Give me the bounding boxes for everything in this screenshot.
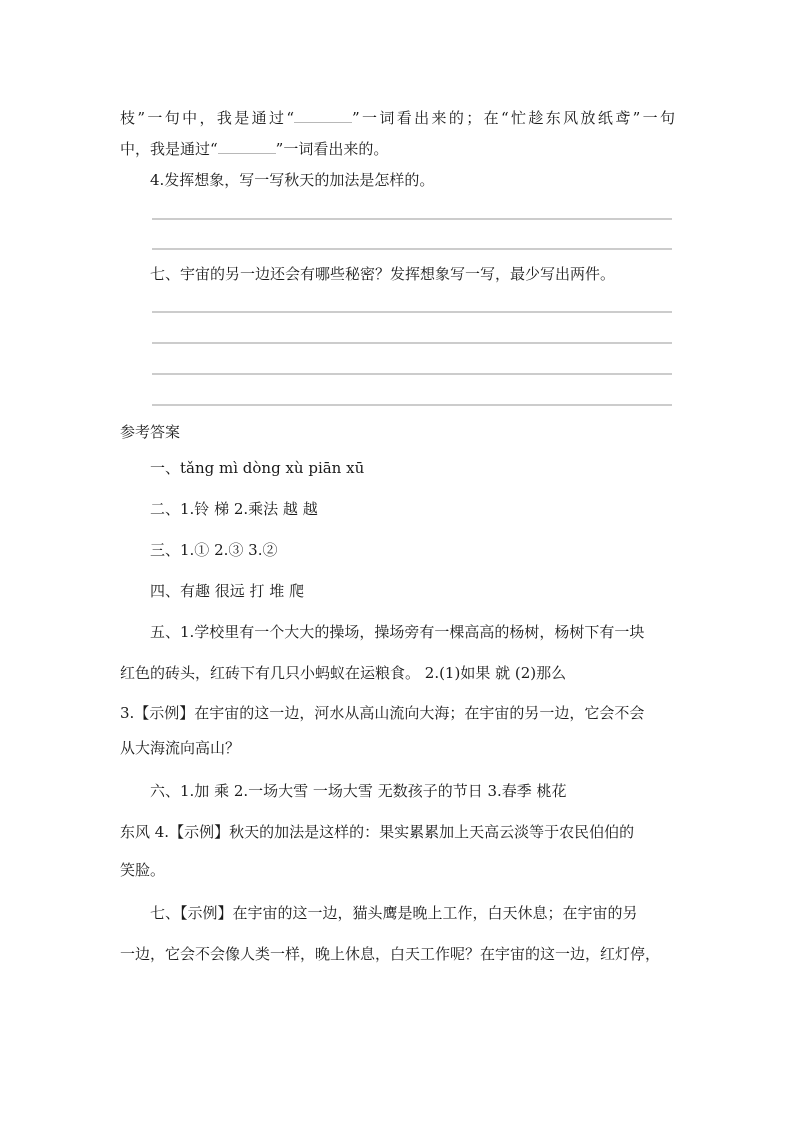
answer-6-line-2: 东风 4.【示例】秋天的加法是这样的：果实累累加上天高云淡等于农民伯伯的 <box>120 823 635 841</box>
question-3-text-after-blank-2: ”一词看出来的。 <box>275 140 389 158</box>
answer-2: 二、1.铃 梯 2.乘法 越 越 <box>150 500 318 518</box>
question-3-text-before-blank-1: 枝”一句中，我是通过“ <box>120 109 295 127</box>
question-3-line-2 <box>120 139 675 159</box>
answer-3: 三、1.① 2.③ 3.② <box>150 541 278 559</box>
answer-5-line-1: 五、1.学校里有一个大大的操场，操场旁有一棵高高的杨树，杨树下有一块 <box>150 623 645 641</box>
answer-7-line-2: 一边，它会不会像人类一样，晚上休息，白天工作呢？在宇宙的这一边，红灯停， <box>120 945 661 963</box>
answer-line[interactable] <box>152 248 672 250</box>
answers-heading: 参考答案 <box>120 423 181 441</box>
answer-5-line-2: 红色的砖头，红砖下有几只小蚂蚁在运粮食。 2.(1)如果 就 (2)那么 <box>120 664 567 682</box>
question-3-text-after-blank-1: ”一词看出来的；在“忙趁东风放纸鸢”一句 <box>352 109 675 127</box>
question-3-line-1 <box>120 108 675 128</box>
answer-line[interactable] <box>152 311 672 313</box>
question-7-prompt: 七、宇宙的另一边还会有哪些秘密？发挥想象写一写，最少写出两件。 <box>150 265 616 283</box>
answer-line[interactable] <box>152 342 672 344</box>
question-3-text-before-blank-2: 中，我是通过“ <box>120 140 218 158</box>
answer-5-line-4: 从大海流向高山？ <box>120 739 241 757</box>
answer-6-line-3: 笑脸。 <box>120 861 166 879</box>
question-4-prompt: 4.发挥想象，写一写秋天的加法是怎样的。 <box>150 171 435 189</box>
answer-4: 四、有趣 很远 打 堆 爬 <box>150 582 305 600</box>
answer-1: 一、tǎng mì dòng xù piān xū <box>150 459 365 477</box>
answer-6-line-1: 六、1.加 乘 2.一场大雪 一场大雪 无数孩子的节日 3.春季 桃花 <box>150 782 567 800</box>
answer-blank-1[interactable] <box>294 108 352 123</box>
answer-5-line-3: 3.【示例】在宇宙的这一边，河水从高山流向大海；在宇宙的另一边，它会不会 <box>120 704 645 722</box>
answer-line[interactable] <box>152 218 672 220</box>
answer-blank-2[interactable] <box>218 139 276 154</box>
answer-7-line-1: 七、【示例】在宇宙的这一边，猫头鹰是晚上工作，白天休息；在宇宙的另 <box>150 904 638 922</box>
answer-line[interactable] <box>152 404 672 406</box>
answer-line[interactable] <box>152 373 672 375</box>
